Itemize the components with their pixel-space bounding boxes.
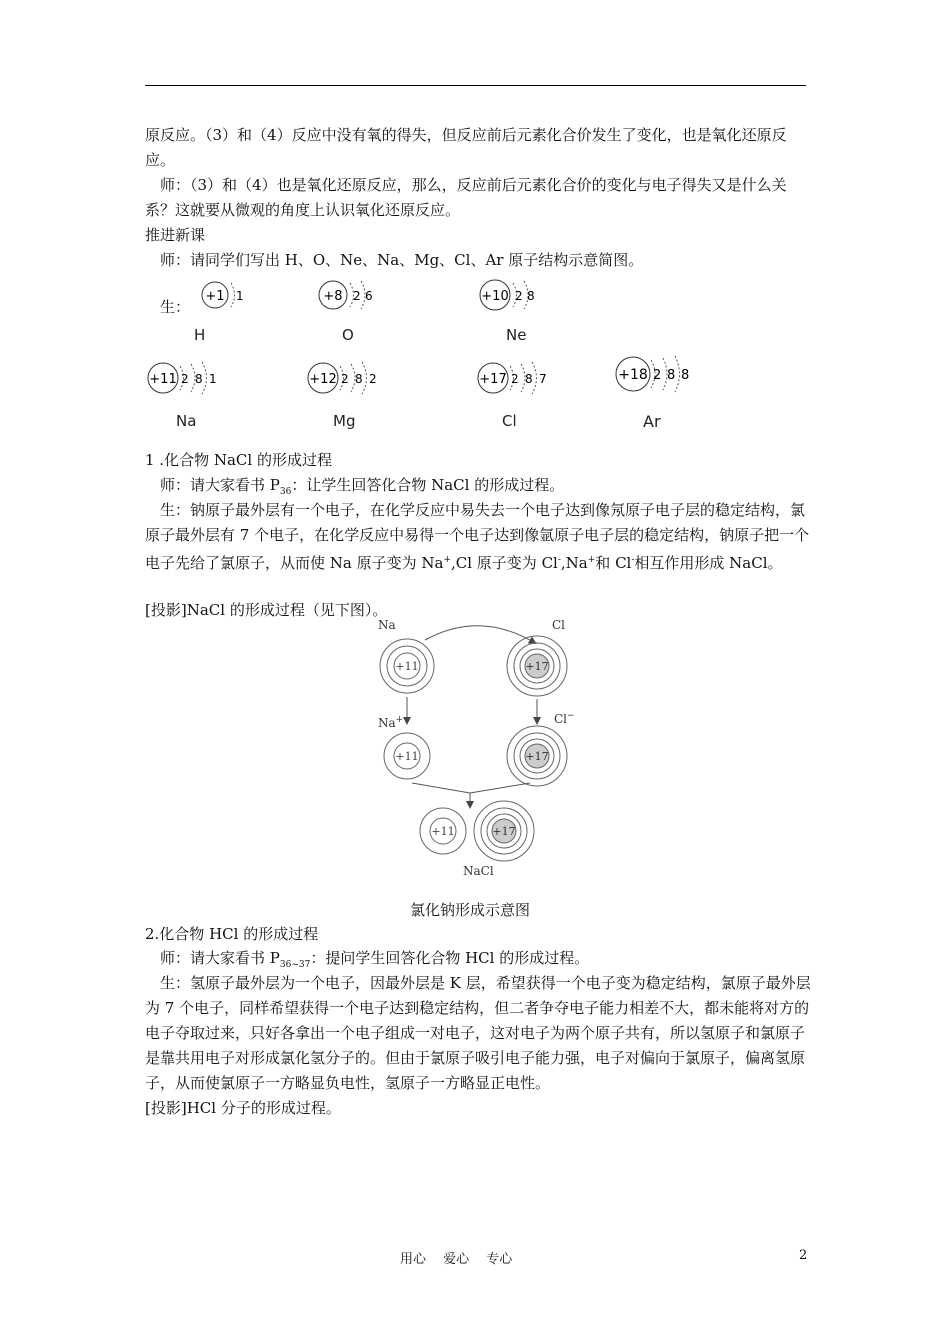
student-label: 生： [160, 298, 191, 316]
atom-symbol-o: O [342, 326, 354, 344]
shell-count: 1 [236, 289, 244, 303]
atom-diagram-ne [475, 278, 565, 312]
nucleus-label: +8 [323, 289, 343, 304]
section-1-title: 1 .化合物 NaCl 的形成过程 [145, 451, 332, 469]
nucleus-label: +1 [205, 289, 225, 304]
atom-diagram-cl [473, 360, 563, 396]
shell-count: 2 [181, 372, 189, 386]
shell-count: 8 [667, 368, 676, 383]
atom-symbol-ne: Ne [506, 326, 527, 344]
na-atom [380, 639, 434, 693]
heading-new-lesson: 推进新课 [145, 226, 206, 244]
shell-count: 8 [195, 372, 203, 386]
section-1-teacher: 师：请大家看书 $P_{36}$：让学生回答化合物 NaCl 的形成过程。 [160, 476, 565, 497]
shell-count: 8 [527, 289, 535, 303]
teacher-question: 师：请同学们写出 H、O、Ne、Na、Mg、Cl、Ar 原子结构示意简图。 [160, 251, 644, 269]
footer-text: 用心 爱心 专心 [400, 1252, 513, 1267]
nucleus-label: +11 [149, 372, 177, 387]
na-nucleus: +11 [395, 660, 419, 673]
cl-ion-label: Cl− [554, 711, 575, 726]
cl-nucleus: +17 [525, 660, 549, 673]
projection-1: [投影]NaCl 的形成过程（见下图）。 [145, 601, 388, 619]
nacl-na-ion [420, 808, 466, 854]
shell-count: 6 [365, 289, 373, 303]
shell-count: 2 [511, 372, 519, 386]
nacl-cl-ion [474, 801, 534, 861]
figure-caption: 氯化钠形成示意图 [410, 901, 531, 919]
paragraph-2: 师：（3）和（4）也是氧化还原反应，那么，反应前后元素化合价的变化与电子得失又是什么关系？这就要从微观的角度上认识氧化还原反应。 [145, 176, 787, 219]
cl-ion [507, 726, 567, 786]
paragraph-1: 原反应。（3）和（4）反应中没有氧的得失，但反应前后元素化合价发生了变化，也是氧化还原反应。 [145, 126, 787, 169]
section-2-teacher: 师：请大家看书 $P_{36\sim 37}$：提问学生回答化合物 HCl 的形成过程。 [160, 949, 590, 970]
nucleus-label: +18 [618, 367, 648, 383]
atom-symbol-ar: Ar [643, 412, 661, 431]
header-rule [145, 85, 806, 86]
cl-atom [507, 636, 567, 696]
shell-count: 8 [525, 372, 533, 386]
atom-symbol-h: H [194, 326, 206, 344]
nucleus-label: +17 [479, 372, 507, 387]
shell-count: 2 [515, 289, 523, 303]
atom-diagram-ar [613, 354, 703, 394]
cl-ion-nucleus: +17 [525, 750, 549, 763]
nucleus-label: +12 [309, 372, 337, 387]
atom-diagram-h [198, 278, 268, 312]
atom-diagram-na [143, 360, 233, 396]
nacl-label: NaCl [463, 864, 494, 878]
atom-symbol-cl: Cl [502, 412, 517, 430]
atom-symbol-mg: Mg [333, 412, 356, 430]
section-2-student: 生：氢原子最外层为一个电子，因最外层是 K 层，希望获得一个电子变为稳定结构，氯原子最外层为 7 个电子，同样希望获得一个电子达到稳定结构，但二者争夺电子能力相差不大，都未能将对方的电子夺取过来，只好各拿出一个电子组成一对电子，这对电子为两个原子共有，所以氢原子和氯原子是靠共用电子对形成氯化氢分子的。但由于氯原子吸引电子能力强，电子对偏向于氯原子，偏离氢原子，从而使氯原子一方略显负电性，氢原子一方略显正电性。 [145, 974, 811, 1092]
shell-count: 1 [209, 372, 217, 386]
na-label: Na [378, 618, 396, 632]
na-ion [384, 733, 430, 779]
shell-count: 2 [353, 289, 361, 303]
nacl-formation-figure [370, 615, 600, 885]
atom-symbol-na: Na [176, 412, 197, 430]
shell-count: 2 [369, 372, 377, 386]
nucleus-label: +10 [481, 289, 509, 304]
nacl-na-nucleus: +11 [431, 825, 455, 838]
na-ion-label: Na+ [378, 715, 404, 730]
shell-count: 8 [355, 372, 363, 386]
shell-count: 2 [653, 368, 662, 383]
shell-count: 2 [341, 372, 349, 386]
page-number: 2 [799, 1248, 808, 1263]
shell-count: 7 [539, 372, 547, 386]
projection-2: [投影]HCl 分子的形成过程。 [145, 1099, 341, 1117]
atom-diagram-o [313, 278, 403, 312]
nacl-cl-nucleus: +17 [492, 825, 516, 838]
section-1-student: 生：钠原子最外层有一个电子，在化学反应中易失去一个电子达到像氖原子电子层的稳定结构，氯原子最外层有 7 个电子，在化学反应中易得一个电子达到像氩原子电子层的稳定结构，钠原子把一个电子先给了氯原子，从而使 Na 原子变为 Na+,Cl 原子变为 Cl-,Na+和 Cl-相互作用形成 NaCl。 [145, 501, 810, 572]
na-ion-nucleus: +11 [395, 750, 419, 763]
section-2-title: 2.化合物 HCl 的形成过程 [145, 925, 319, 943]
atom-diagram-mg [303, 360, 393, 396]
cl-label: Cl [552, 618, 566, 632]
shell-count: 8 [681, 368, 690, 383]
